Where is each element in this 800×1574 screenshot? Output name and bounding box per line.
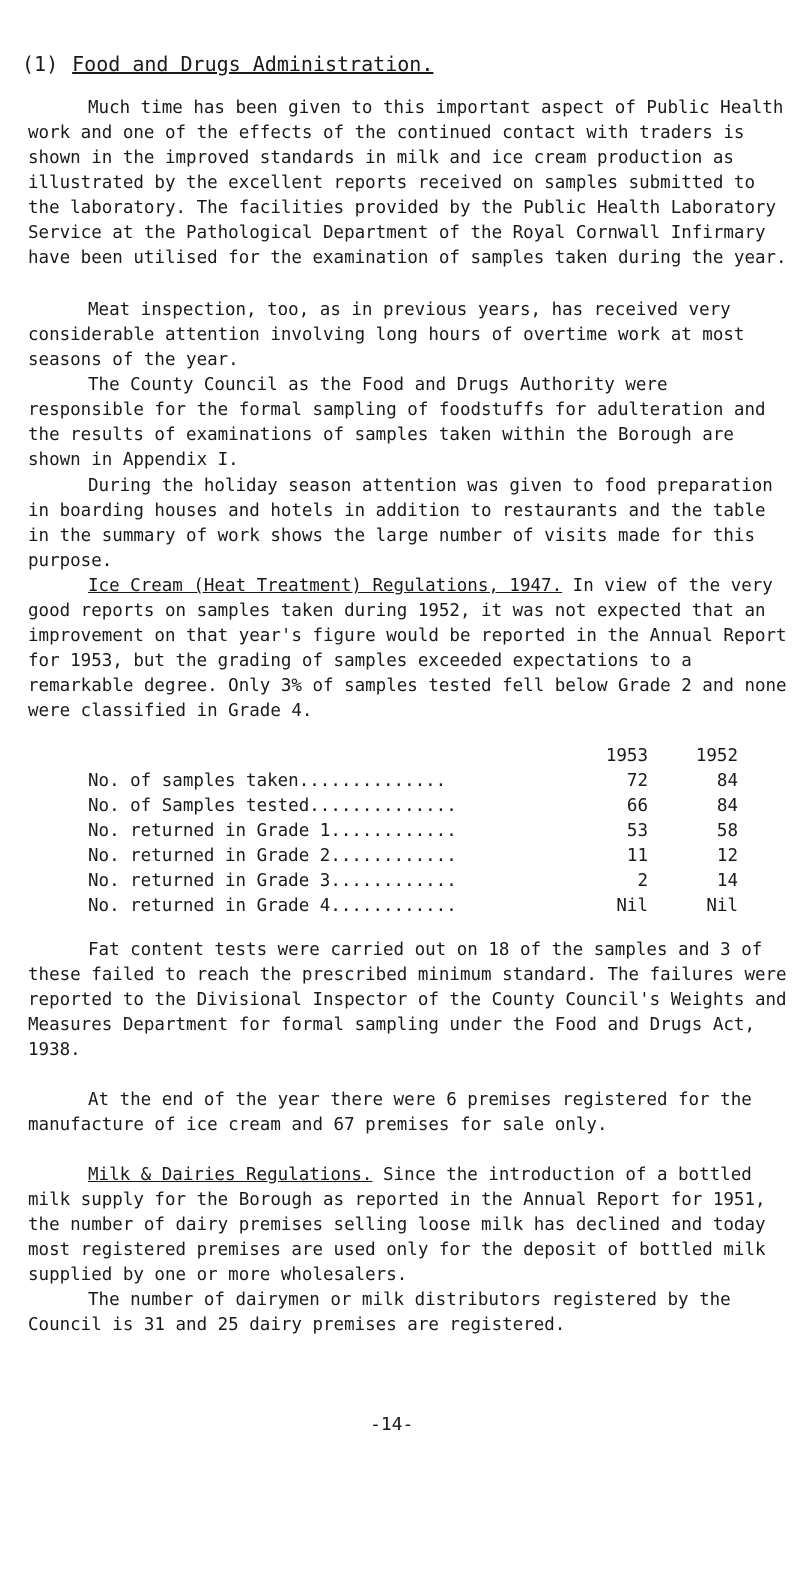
paragraph-dairymen: The number of dairymen or milk distributors registered by the Council is 31 and 25 dairy premises are registered. [28,1290,731,1335]
paragraph-fat-content: Fat content tests were carried out on 18 of the samples and 3 of these failed to reach the prescribed minimum standard. The failures were reported to the Divisional Inspector of the County Council's Weights and Measures Department for formal sampling under the Food and Drugs Act, 1938. [28,940,787,1060]
page-number: -14- [370,1414,414,1435]
paragraph-county-council: The County Council as the Food and Drugs Authority were responsible for the formal sampling of foodstuffs for adulteration and the results of examinations of samples taken within the Borough are shown in Appendix I. [28,375,766,470]
value-1953: 2 [637,871,648,891]
value-1953: Nil [616,896,648,916]
paragraph-meat-inspection: Meat inspection, too, as in previous years, has received very considerable attention involving long hours of overtime work at most seasons of the year. [28,300,745,370]
value-1953: 11 [626,846,648,866]
row-label: No. of samples taken.............. [88,771,447,791]
row-label: No. returned in Grade 4............ [88,896,457,916]
paragraph-milk-dairies [28,1163,788,1288]
samples-table [88,744,738,919]
value-1953: 53 [626,821,648,841]
table-row [88,844,738,869]
value-1952: 58 [716,821,738,841]
value-1952: Nil [706,896,738,916]
row-label: No. returned in Grade 3............ [88,871,457,891]
value-1952: 84 [716,771,738,791]
paragraph-holiday-season: During the holiday season attention was given to food preparation in boarding houses and hotels in addition to restaurants and the table in the summary of work shows the large number of visits made for this purpose. [28,476,773,571]
row-label: No. returned in Grade 2............ [88,846,457,866]
table-row [88,769,738,794]
paragraph-ice-cream [28,574,788,724]
table-row [88,819,738,844]
table-header-label [88,744,558,769]
value-1953: 66 [626,796,648,816]
table-row [88,794,738,819]
paragraph-public-health: Much time has been given to this important aspect of Public Health work and one of the effects of the continued contact with traders is shown in the improved standards in milk and ice cream production as illustrated by the excellent reports received on samples submitted to the laboratory. The facilities provided by the Public Health Laboratory Service at the Pathological Department of the Royal Cornwall Infirmary have been utilised for the examination of samples taken during the year. [28,98,787,268]
table-row [88,894,738,919]
section-number: (1) [22,52,59,76]
value-1952: 14 [716,871,738,891]
section-title: Food and Drugs Administration. [72,52,434,76]
paragraph-premises-registered: At the end of the year there were 6 premises registered for the manufacture of ice cream and 67 premises for sale only. [28,1090,752,1135]
table-row [88,869,738,894]
ice-cream-heading: Ice Cream (Heat Treatment) Regulations, 1947. [88,576,563,596]
section-heading [22,52,433,77]
column-header-1952: 1952 [695,746,738,766]
ice-cream-text: In view of the very good reports on samples taken during 1952, it was not expected that an improvement on that year's figure would be reported in the Annual Report for 1953, but the grading of samples exceeded expectations to a remarkable degree. Only 3% of samples tested fell below Grade 2 and none were classified in Grade 4. [28,576,787,721]
value-1952: 12 [716,846,738,866]
row-label: No. of Samples tested.............. [88,796,457,816]
value-1952: 84 [716,796,738,816]
row-label: No. returned in Grade 1............ [88,821,457,841]
milk-text: Since the introduction of a bottled milk supply for the Borough as reported in the Annual Report for 1951, the number of dairy premises selling loose milk has declined and today most registered premises are used only for the deposit of bottled milk supplied by one or more wholesalers. [28,1165,766,1285]
value-1953: 72 [626,771,648,791]
milk-heading: Milk & Dairies Regulations. [88,1165,373,1185]
table-header-row [88,744,738,769]
column-header-1953: 1953 [605,746,648,766]
